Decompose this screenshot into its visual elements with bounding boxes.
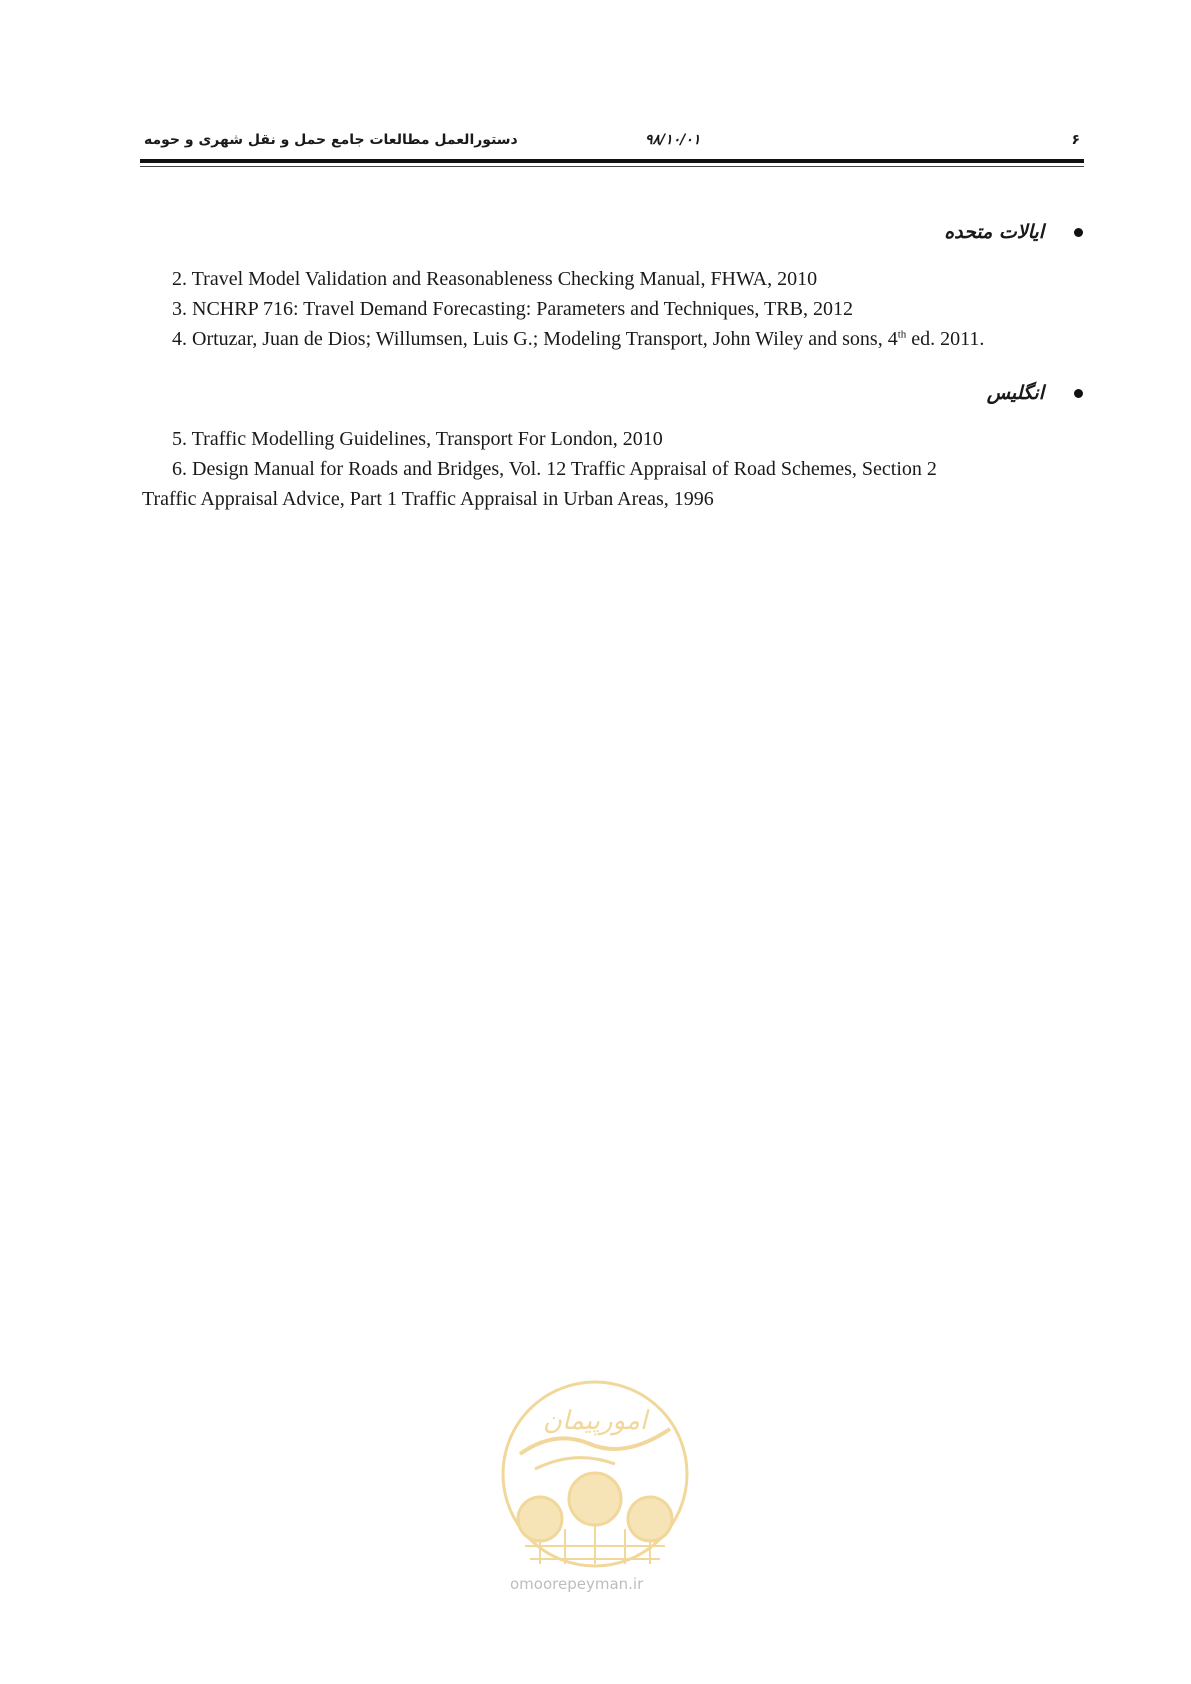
- header-rule-thin: [140, 166, 1084, 167]
- document-title: دستورالعمل مطالعات جامع حمل و نقل شهری و حومه: [144, 132, 518, 148]
- bullet-icon: [1074, 228, 1083, 237]
- watermark-logo: [495, 1374, 695, 1594]
- bullet-icon: [1074, 389, 1083, 398]
- reference-text: 4. Ortuzar, Juan de Dios; Willumsen, Luis G.; Modeling Transport, John Wiley and sons, 4: [172, 328, 898, 350]
- reference-item-continuation: Traffic Appraisal Advice, Part 1 Traffic Appraisal in Urban Areas, 1996: [142, 488, 714, 510]
- section-heading-label: انگلیس: [986, 382, 1044, 404]
- section-heading-label: ایالات متحده: [944, 221, 1044, 243]
- section-heading-england: [987, 382, 1083, 404]
- reference-item: 6. Design Manual for Roads and Bridges, Vol. 12 Traffic Appraisal of Road Schemes, Section 2: [172, 458, 937, 480]
- reference-item: 3. NCHRP 716: Travel Demand Forecasting: Parameters and Techniques, TRB, 2012: [172, 298, 853, 320]
- svg-text:امورپیمان: امورپیمان: [542, 1406, 648, 1436]
- reference-text-end: ed. 2011.: [906, 328, 985, 350]
- header-date: ۹۸/۱۰/۰۱: [645, 132, 701, 148]
- page-header: [140, 122, 1084, 162]
- reference-item: 5. Traffic Modelling Guidelines, Transport For London, 2010: [172, 428, 663, 450]
- header-rule-thick: [140, 159, 1084, 163]
- ordinal-suffix: th: [897, 328, 907, 341]
- watermark-site: omoorepeyman.ir: [510, 1575, 644, 1593]
- section-heading-usa: [944, 221, 1083, 243]
- page-number: ۶: [1071, 132, 1080, 148]
- reference-item: 2. Travel Model Validation and Reasonableness Checking Manual, FHWA, 2010: [172, 268, 818, 290]
- reference-item: [172, 324, 984, 354]
